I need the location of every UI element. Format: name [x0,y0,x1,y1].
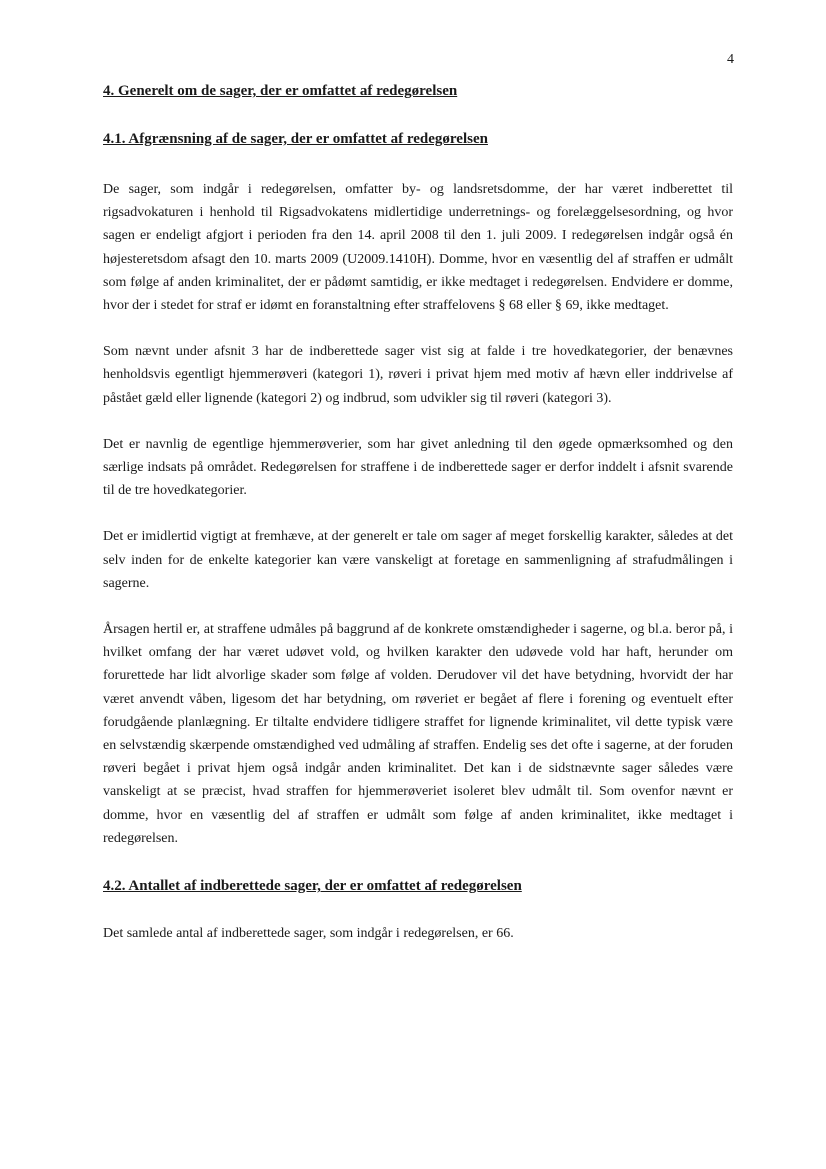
section-heading-4-2: 4.2. Antallet af indberettede sager, der er omfattet af redegørelsen [103,878,522,895]
paragraph: De sager, som indgår i redegørelsen, omfatter by- og landsretsdomme, der har været indberettet til rigsadvokaturen i henhold til Rigsadvokatens midlertidige underretnings- og forelæggelsesordning, og hvor sagen er endeligt afgjort i perioden fra den 14. april 2008 til den 1. juli 2009. I redegørelsen indgår også én højesteretsdom afsagt den 10. marts 2009 (U2009.1410H). Domme, hvor en væsentlig del af straffen er udmålt som følge af anden kriminalitet, der er pådømt samtidig, er ikke medtaget i redegørelsen. Endvidere er domme, hvor der i stedet for straf er idømt en foranstaltning efter straffelovens § 68 eller § 69, ikke medtaget. [103,182,733,314]
paragraph: Det er imidlertid vigtigt at fremhæve, at der generelt er tale om sager af meget forskellig karakter, således at det selv inden for de enkelte kategorier kan være vanskeligt at foretage en sammenligning af strafudmålingen i sagerne. [103,529,733,591]
page-number: 4 [727,52,734,67]
section-heading-4-1: 4.1. Afgrænsning af de sager, der er omfattet af redegørelsen [103,131,488,147]
paragraph: Årsagen hertil er, at straffene udmåles på baggrund af de konkrete omstændigheder i sagerne, og bl.a. beror på, i hvilket omfang der har været udøvet vold, og hvilken karakter den udøvede vold har haft, herunder om forurettede har lidt alvorlige skader som følge af volden. Derudover vil det have betydning, hvorvidt der har været anvendt våben, ligesom det har betydning, om røveriet er begået af flere i forening og eventuelt efter forudgående planlægning. Er tiltalte endvidere tidligere straffet for lignende kriminalitet, vil dette typisk være en selvstændig skærpende omstændighed ved udmåling af straffen. Endelig ses det ofte i sagerne, at der foruden røveri begået i privat hjem også indgår anden kriminalitet. Det kan i de sidstnævnte sager således være vanskeligt at se præcist, hvad straffen for hjemmerøveriet isoleret blev udmålt til. Som ovenfor nævnt er domme, hvor en væsentlig del af straffen er udmålt som følge af anden kriminalitet, ikke medtaget i redegørelsen. [103,622,733,846]
section-heading-4: 4. Generelt om de sager, der er omfattet af redegørelsen [103,83,458,99]
paragraph: Som nævnt under afsnit 3 har de indberettede sager vist sig at falde i tre hovedkategorier, der benævnes henholdsvis egentligt hjemmerøveri (kategori 1), røveri i privat hjem med motiv af hævn eller inddrivelse af påstået gæld eller lignende (kategori 2) og indbrud, som udvikler sig til røveri (kategori 3). [103,344,733,406]
paragraph: Det samlede antal af indberettede sager, som indgår i redegørelsen, er 66. [103,926,514,942]
page-content [103,80,733,968]
paragraph: Det er navnlig de egentlige hjemmerøverier, som har givet anledning til den øgede opmærksomhed og den særlige indsats på området. Redegørelsen for straffene i de indberettede sager er derfor inddelt i afsnit svarende til de tre hovedkategorier. [103,436,733,499]
